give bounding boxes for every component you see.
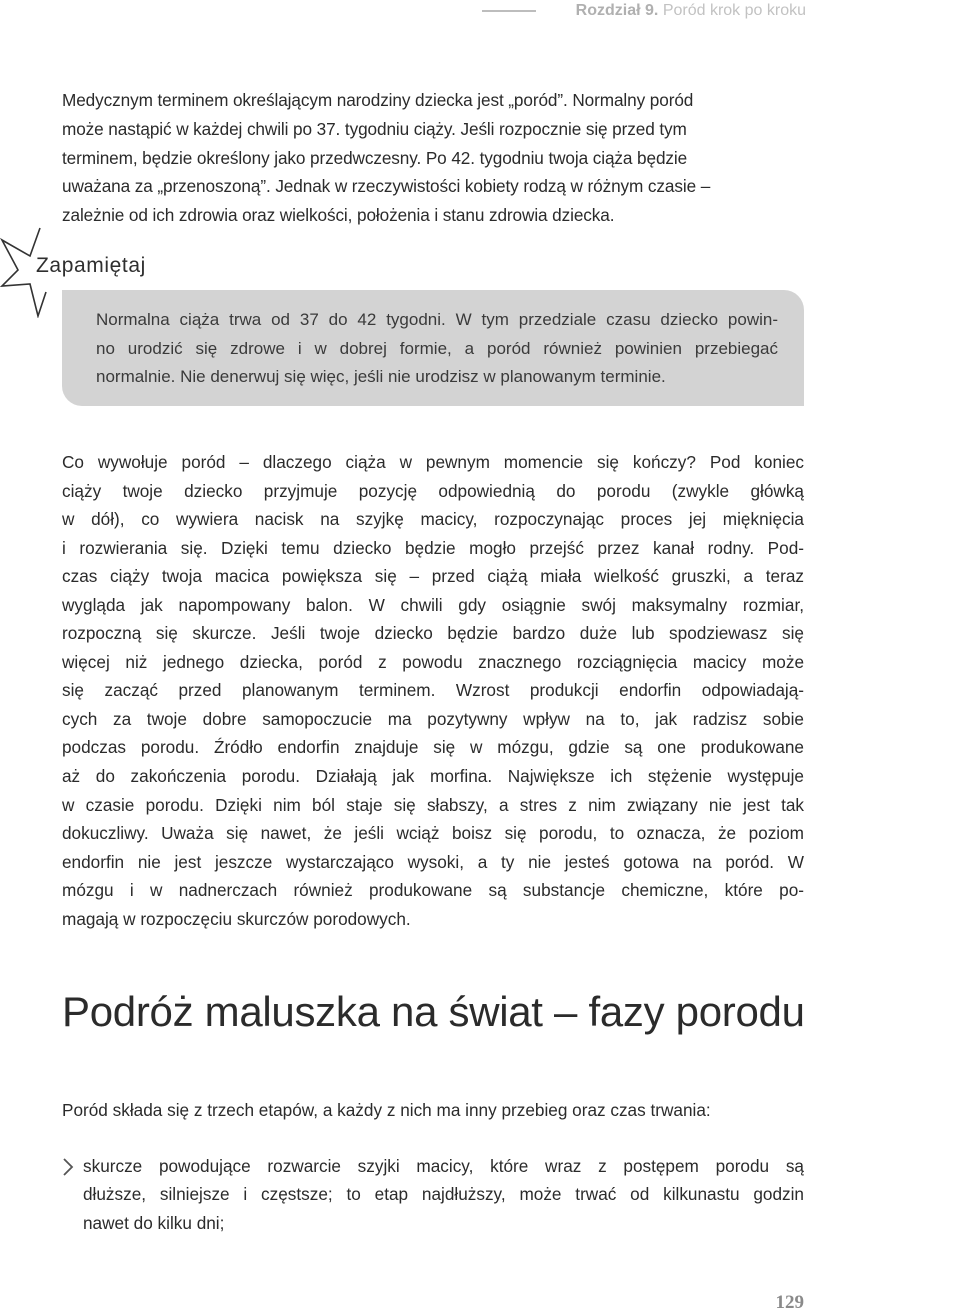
callout-line: no urodzić się zdrowe i w dobrej formie, a poród również powinien przebiegać [96,338,778,358]
intro-line: może nastąpić w każdej chwili po 37. tygodniu ciąży. Jeśli rozpocznie się przed tym [62,118,687,139]
list-item [62,1152,804,1237]
intro-line: Medycznym terminem określającym narodziny dziecka jest „poród”. Normalny poród [62,90,694,110]
body-line: czas ciąży twoja macica powiększa się – przed ciążą miała wielkość gruszki, a teraz [62,566,804,587]
body-line: dokuczliwy. Uważa się nawet, że jeśli wciąż boisz się porodu, to oznacza, że poziom [62,823,804,844]
stages-list [62,1152,804,1237]
body-line: i rozwierania się. Dzięki temu dziecko będzie mogło przejść przez kanał rodny. Pod- [62,537,804,558]
callout-text [96,306,778,392]
header-rule [482,10,536,12]
intro-paragraph [62,86,812,230]
callout-line: normalnie. Nie denerwuj się więc, jeśli nie urodzisz w planowanym terminie. [96,367,666,387]
list-item-line: skurcze powodujące rozwarcie szyjki macicy, które wraz z postępem porodu są [83,1156,804,1176]
body-line: cych za twoje dobre samopoczucie ma pozytywny wpływ na to, jak radzisz sobie [62,708,804,729]
remember-callout [62,290,804,406]
chapter-label: Rozdział 9. [575,2,659,19]
intro-line: zależnie od ich zdrowia oraz wielkości, położenia i stanu zdrowia dziecka. [62,205,615,226]
list-item-line: dłuższe, silniejsze i częstsze; to etap najdłuższy, może trwać od kilkunastu godzin [83,1184,804,1205]
body-line: w czasie porodu. Dzięki nim ból staje się słabszy, a stres z nim związany nie jest tak [62,794,804,815]
page-number: 129 [775,1292,804,1313]
intro-line: uważana za „przenoszoną”. Jednak w rzeczywistości kobiety rodzą w różnym czasie – [62,176,711,197]
body-line: wygląda jak napompowany balon. W chwili gdy osiągnie swój maksymalny rozmiar, [62,594,804,615]
body-line: więcej niż jednego dziecka, poród z powodu znacznego rozciągnięcia macicy może [62,651,804,672]
remember-label: Zapamiętaj [36,254,146,277]
body-line: mózgu i w nadnerczach również produkowane są substancje chemiczne, które po- [62,880,804,901]
chapter-title: Poród krok po kroku [662,2,806,19]
body-line: w dół), co wywiera nacisk na szyjkę macicy, rozpoczynając proces jej mięknięcia [62,509,804,530]
callout-line: Normalna ciąża trwa od 37 do 42 tygodni. W tym przedziale czasu dziecko powin- [96,310,778,329]
body-line: ciąży twoje dziecko przyjmuje pozycję odpowiednią do porodu (zwykle główką [62,480,804,501]
body-paragraph [62,448,804,933]
body-line: rozpoczną się skurcze. Jeśli twoje dziecko będzie bardzo duże lub spodziewasz się [62,623,804,644]
body-line: endorfin nie jest jeszcze wystarczająco wysoki, a ty nie jesteś gotowa na poród. W [62,851,804,872]
body-line: aż do zakończenia porodu. Działają jak morfina. Największe ich stężenie występuje [62,766,804,787]
section-heading: Podróż maluszka na świat – fazy porodu [62,988,805,1035]
stages-intro: Poród składa się z trzech etapów, a każdy z nich ma inny przebieg oraz czas trwania: [62,1100,711,1120]
body-line: Co wywołuje poród – dlaczego ciąża w pewnym momencie się kończy? Pod koniec [62,452,804,472]
body-line: podczas porodu. Źródło endorfin znajduje się w mózgu, gdzie są one produkowane [62,737,804,758]
list-item-line: nawet do kilku dni; [83,1212,225,1233]
body-line: magają w rozpoczęciu skurczów porodowych. [62,908,411,929]
chevron-right-icon [62,1158,74,1176]
intro-line: terminem, będzie określony jako przedwczesny. Po 42. tygodniu twoja ciąża będzie [62,147,688,168]
running-head [576,0,806,22]
body-line: się zacząć przed planowanym terminem. Wzrost produkcji endorfin odpowiadają- [62,680,804,701]
